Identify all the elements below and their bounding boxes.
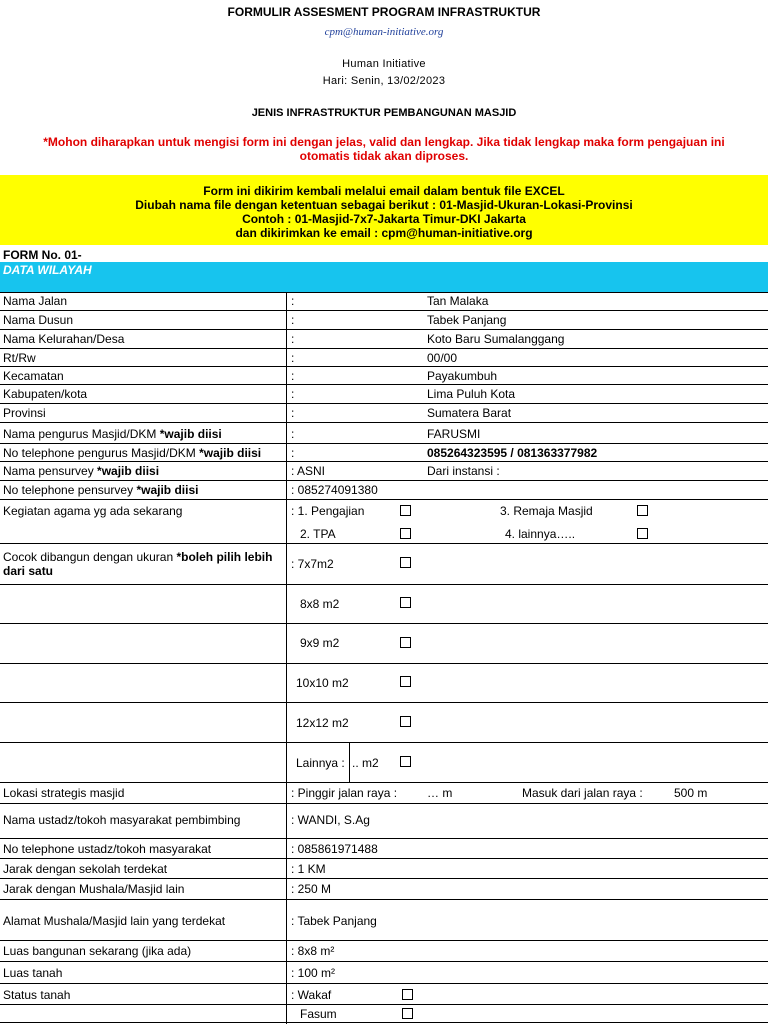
colon: : [291,446,295,460]
label-text: Nama pengurus Masjid/DKM [3,427,160,441]
label-rtrw: Rt/Rw [3,351,36,365]
label-pensurvey [3,464,159,478]
label-ustadz: Nama ustadz/tokoh masyarakat pembimbing [3,813,241,827]
label-luas-bangunan: Luas bangunan sekarang (jika ada) [3,944,192,958]
colon: : [291,351,295,365]
value-rtrw[interactable]: 00/00 [427,351,458,365]
label-jarak-mushala: Jarak dengan Mushala/Masjid lain [3,882,185,896]
option-8x8-label: 8x8 m2 [300,597,340,611]
label-text: Cocok dibangun dengan ukuran [3,550,177,564]
option-tpa-label: 2. TPA [300,527,336,541]
required-note-cont: dari satu [3,564,54,578]
label-lokasi: Lokasi strategis masjid [3,786,125,800]
checkbox-tpa[interactable] [400,528,411,539]
option-12x12-label: 12x12 m2 [296,716,349,730]
checkbox-12x12[interactable] [400,716,411,727]
label-text: No telephone pensurvey [3,483,137,497]
checkbox-wakaf[interactable] [402,989,413,1000]
label-provinsi: Provinsi [3,406,46,420]
option-10x10-label: 10x10 m2 [296,676,349,690]
label-ukuran [3,550,272,564]
section-header-band [0,262,768,292]
value-kecamatan[interactable]: Payakumbuh [427,369,498,383]
instruction-line: Form ini dikirim kembali melalui email dalam bentuk file EXCEL [203,184,565,198]
checkbox-fasum[interactable] [402,1008,413,1019]
value-pengurus[interactable]: FARUSMI [427,427,481,441]
label-telp-ustadz: No telephone ustadz/tokoh masyarakat [3,842,212,856]
required-note: *wajib diisi [199,446,262,460]
option-9x9-label: 9x9 m2 [300,636,340,650]
checkbox-8x8[interactable] [400,597,411,608]
colon: : [291,332,295,346]
value-alamat-mushala[interactable]: : Tabek Panjang [291,914,377,928]
instruction-box [0,175,768,245]
value-kabupaten[interactable]: Lima Puluh Kota [427,387,516,401]
label-telp-pengurus [3,446,261,460]
required-note: *wajib diisi [159,427,222,441]
label-kelurahan: Nama Kelurahan/Desa [3,332,125,346]
option-wakaf-label: : Wakaf [291,988,332,1002]
form-number: FORM No. 01- [3,248,82,262]
option-remaja-label: 3. Remaja Masjid [500,504,593,518]
label-status-tanah: Status tanah [3,988,71,1002]
option-lainnya-label: 4. lainnya….. [505,527,576,541]
checkbox-lainnya-size[interactable] [400,756,411,767]
label-nama-jalan: Nama Jalan [3,294,68,308]
label-jarak-sekolah: Jarak dengan sekolah terdekat [3,862,168,876]
value-masuk-jalan[interactable]: 500 m [674,786,708,800]
option-lainnya-size-label: Lainnya : [296,756,345,770]
value-jarak-sekolah[interactable]: : 1 KM [291,862,326,876]
label-pinggir-jalan: : Pinggir jalan raya : [291,786,398,800]
instruction-line: Diubah nama file dengan ketentuan sebagai berikut : 01-Masjid-Ukuran-Lokasi-Provinsi [135,198,633,212]
value-provinsi[interactable]: Sumatera Barat [427,406,512,420]
label-pengurus [3,427,222,441]
label-kegiatan: Kegiatan agama yg ada sekarang [3,504,183,518]
label-telp-pensurvey [3,483,198,497]
colon: : [291,427,295,441]
colon: : [291,387,295,401]
option-pengajian-label: : 1. Pengajian [291,504,365,518]
lainnya-size-unit[interactable]: .. m2 [352,756,379,770]
option-7x7-label: : 7x7m2 [291,557,334,571]
instruction-line: Contoh : 01-Masjid-7x7-Jakarta Timur-DKI Jakarta [242,212,526,226]
label-nama-dusun: Nama Dusun [3,313,74,327]
organization-name: Human Initiative [342,58,426,70]
colon: : [291,294,295,308]
required-note: *boleh pilih lebih [176,550,273,564]
value-telp-pensurvey[interactable]: : 085274091380 [291,483,378,497]
value-nama-jalan[interactable]: Tan Malaka [427,294,489,308]
required-note: *wajib diisi [97,464,160,478]
value-pensurvey[interactable]: : ASNI [291,464,326,478]
label-instansi: Dari instansi : [427,464,500,478]
value-nama-dusun[interactable]: Tabek Panjang [427,313,507,327]
value-telp-pengurus[interactable]: 085264323595 / 081363377982 [427,446,598,460]
value-jarak-mushala[interactable]: : 250 M [291,882,332,896]
checkbox-pengajian[interactable] [400,505,411,516]
checkbox-7x7[interactable] [400,557,411,568]
checkbox-9x9[interactable] [400,637,411,648]
required-note: *wajib diisi [136,483,199,497]
value-luas-tanah[interactable]: : 100 m² [291,966,336,980]
colon: : [291,369,295,383]
colon: : [291,313,295,327]
warning-notice: *Mohon diharapkan untuk mengisi form ini dengan jelas, valid dan lengkap. Jika tidak lengkap maka form pengajuan ini otomatis tidak akan diproses. [43,135,725,163]
checkbox-10x10[interactable] [400,676,411,687]
value-pinggir-jalan[interactable]: … m [427,786,453,800]
label-text: Nama pensurvey [3,464,98,478]
value-luas-bangunan[interactable]: : 8x8 m² [291,944,335,958]
section-title: DATA WILAYAH [3,263,92,277]
label-text: No telephone pengurus Masjid/DKM [3,446,200,460]
checkbox-remaja-masjid[interactable] [637,505,648,516]
form-title: FORMULIR ASSESMENT PROGRAM INFRASTRUKTUR [227,5,541,19]
value-kelurahan[interactable]: Koto Baru Sumalanggang [427,332,565,346]
instruction-line: dan dikirimkan ke email : cpm@human-initiative.org [235,226,533,240]
value-telp-ustadz[interactable]: : 085861971488 [291,842,378,856]
label-masuk-jalan: Masuk dari jalan raya : [522,786,643,800]
form-subtitle: JENIS INFRASTRUKTUR PEMBANGUNAN MASJID [251,107,517,119]
label-kecamatan: Kecamatan [3,369,64,383]
option-fasum-label: Fasum [300,1007,337,1021]
label-alamat-mushala: Alamat Mushala/Masjid lain yang terdekat [3,914,226,928]
form-date: Hari: Senin, 13/02/2023 [322,75,446,87]
label-luas-tanah: Luas tanah [3,966,63,980]
contact-email-link[interactable]: cpm@human-initiative.org [324,26,444,38]
colon: : [291,406,295,420]
checkbox-lainnya[interactable] [637,528,648,539]
value-ustadz[interactable]: : WANDI, S.Ag [291,813,370,827]
label-kabupaten: Kabupaten/kota [3,387,88,401]
